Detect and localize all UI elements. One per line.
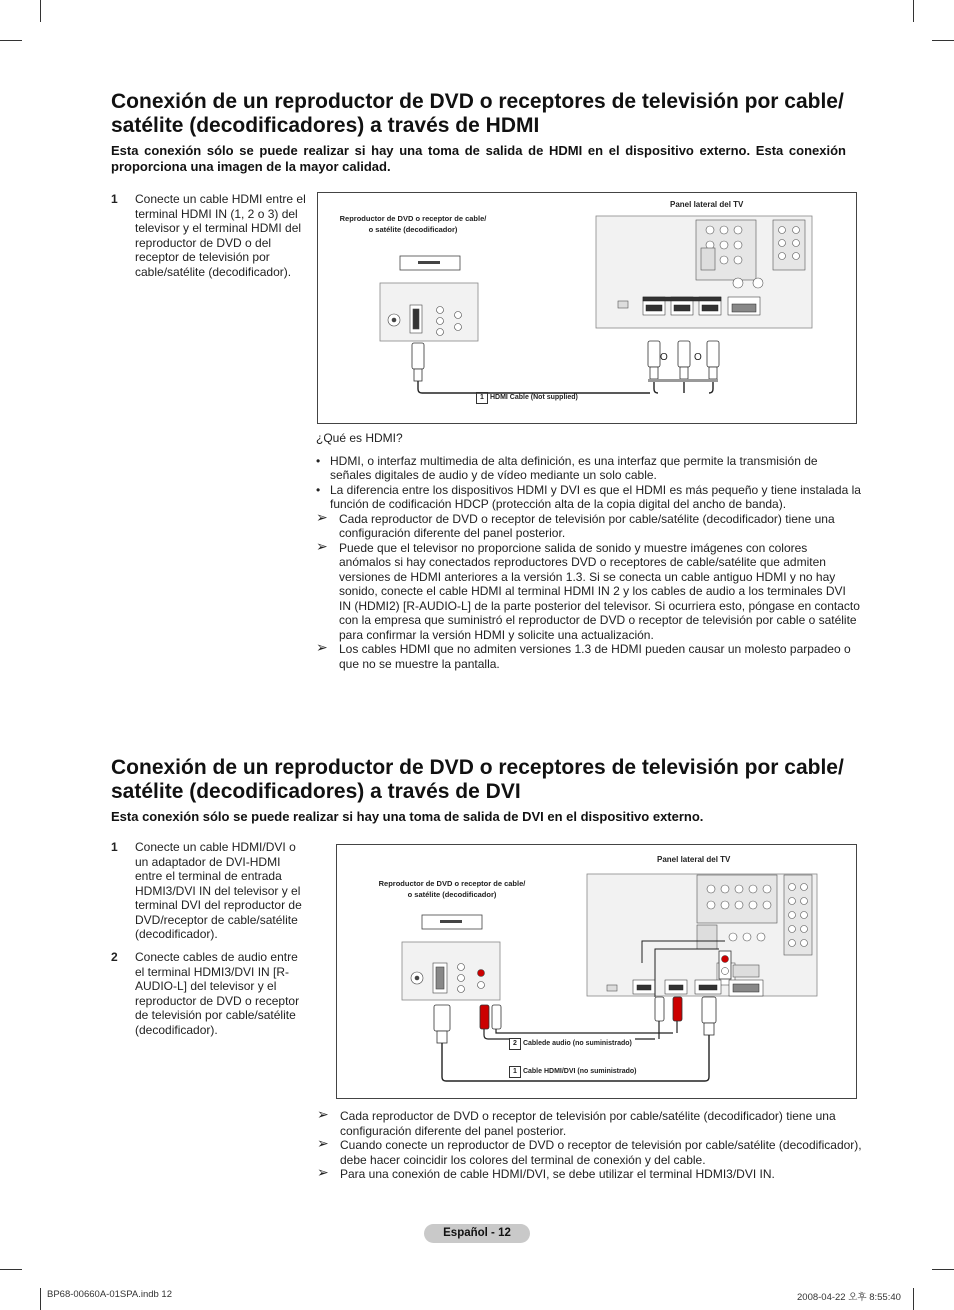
crop-mark <box>40 1288 41 1310</box>
section2-title-line1: Conexión de un reproductor de DVD o receptores de televisión por cable/ <box>111 756 844 779</box>
note-item <box>316 537 861 643</box>
tv-panel-label: Panel lateral del TV <box>670 200 744 209</box>
section2-title-line2: satélite (decodificadores) a través de DVI <box>111 780 521 803</box>
crop-mark <box>913 1288 914 1310</box>
note-item <box>317 1135 862 1167</box>
hdmi-info <box>316 431 861 671</box>
dvi-connection-figure <box>336 844 857 1099</box>
note-arrow-icon: ➢ <box>317 1135 329 1151</box>
hdmi-connector <box>702 997 716 1023</box>
note-text: Los cables HDMI que no admiten versiones 1.3 de HDMI pueden causar un molesto parpadeo o que no se muestre la pantalla. <box>339 642 851 671</box>
device-label-line2: o satélite (decodificador) <box>407 890 497 899</box>
tv-audio-jacks <box>719 951 731 979</box>
section2-lead: Esta conexión sólo se puede realizar si hay una toma de salida de DVI en el dispositivo externo. <box>111 809 704 824</box>
cable-label: Cable HDMI/DVI (no suministrado) <box>522 1068 637 1075</box>
what-is-hdmi-heading: ¿Qué es HDMI? <box>316 431 403 445</box>
cable1-callout <box>509 1066 640 1077</box>
step-text: Conecte cables de audio entre el terminal HDMI3/DVI IN [R-AUDIO-L] del televisor y el reproductor de DVD o receptor de televisión por cable/satélite (decodificador). <box>135 950 300 1037</box>
note-text: Para una conexión de cable HDMI/DVI, se debe utilizar el terminal HDMI3/DVI IN. <box>340 1167 775 1181</box>
audio-plug-red <box>480 1005 489 1029</box>
dvi-connector <box>434 1005 450 1031</box>
dvd-rear-panel <box>380 283 478 341</box>
device-label-line1: Reproductor de DVD o receptor de cable/ <box>378 879 526 888</box>
cable-number-box: 1 <box>476 392 488 404</box>
device-label <box>318 213 508 235</box>
note-arrow-icon: ➢ <box>316 537 328 554</box>
note-arrow-icon: ➢ <box>317 1164 329 1180</box>
note-item <box>316 508 861 541</box>
audio-plug-white <box>492 1005 501 1029</box>
crop-mark <box>0 40 22 41</box>
cable2-callout <box>509 1038 635 1049</box>
note-arrow-icon: ➢ <box>316 508 328 525</box>
dvi-notes-list <box>317 1106 862 1182</box>
cable-callout <box>476 392 578 403</box>
or-label: O <box>660 352 668 363</box>
note-text: Cada reproductor de DVD o receptor de televisión por cable/satélite (decodificador) tiene una configuración diferente del panel posterior. <box>339 511 835 540</box>
footer-file-info: BP68-00660A-01SPA.indb 12 <box>47 1289 172 1300</box>
tv-hdmi-ports <box>643 297 760 315</box>
cable-number-box: 2 <box>509 1038 521 1050</box>
step-number: 2 <box>111 950 118 964</box>
step-number: 1 <box>111 840 118 854</box>
device-label-line1: Reproductor de DVD o receptor de cable/ <box>339 214 487 223</box>
cable-label: Cablede audio (no suministrado) <box>522 1040 632 1047</box>
crop-mark <box>0 1269 22 1270</box>
crop-mark <box>913 0 914 22</box>
step-text: Conecte un cable HDMI entre el terminal HDMI IN (1, 2 o 3) del televisor y el terminal HDMI del reproductor de DVD o del receptor de televisión por cable/satélite (decodificador). <box>135 192 306 279</box>
note-text: Cada reproductor de DVD o receptor de televisión por cable/satélite (decodificador) tiene una configuración diferente del panel posterior. <box>340 1109 836 1138</box>
dvd-rear-panel <box>402 942 500 1000</box>
hdmi-notes-list <box>316 508 861 672</box>
cable-label: HDMI Cable (Not supplied) <box>489 394 578 401</box>
or-label: O <box>694 352 702 363</box>
section1-lead: Esta conexión sólo se puede realizar si hay una toma de salida de HDMI en el dispositivo externo. Esta conexión proporciona una imagen de la mayor calidad. <box>111 143 846 174</box>
crop-mark <box>932 40 954 41</box>
note-item <box>317 1106 862 1138</box>
section1-title-line2: satélite (decodificadores) a través de HDMI <box>111 114 540 137</box>
note-arrow-icon: ➢ <box>316 639 328 655</box>
step-number: 1 <box>111 192 118 206</box>
device-label <box>357 878 547 900</box>
list-item: • HDMI, o interfaz multimedia de alta definición, es una interfaz que permite la transmisión de señales digitales de audio y de vídeo mediante un solo cable. <box>316 454 861 483</box>
section1-title-line1: Conexión de un reproductor de DVD o receptores de televisión por cable/ <box>111 90 844 113</box>
cable-number-box: 1 <box>509 1066 521 1078</box>
tv-hdmi-ports <box>633 980 763 996</box>
crop-mark <box>40 0 41 22</box>
tv-panel-label: Panel lateral del TV <box>657 855 731 864</box>
step-text: Conecte un cable HDMI/DVI o un adaptador de DVI-HDMI entre el terminal de entrada HDMI3/DVI IN del televisor y el terminal DVI del reproductor de DVD/receptor de cable/satélite (decodificador). <box>135 840 302 941</box>
dvi-notes <box>317 1106 862 1182</box>
note-text: Puede que el televisor no proporcione salida de sonido y muestre imágenes con colores anómalos si hay conectados reproductores DVD o receptores de cable/satélite que admiten versiones de HDMI anteriores a la versión 1.3. Si se conecta un cable antiguo HDMI y no hay sonido, conecte el cable HDMI al terminal HDMI IN 2 y los cables de audio a los terminales DVI IN (HDMI2) [R-AUDIO-L] de la parte posterior del televisor. Si ocurriera esto, póngase en contacto con la empresa que suministró el reproductor de DVD o receptor de televisión por cable o satélite para confirmar la versión HDMI y solicite una actualización. <box>339 540 860 642</box>
footer-timestamp: 2008-04-22 오후 8:55:40 <box>797 1292 901 1303</box>
note-arrow-icon: ➢ <box>317 1106 329 1122</box>
section1-title <box>111 90 851 138</box>
list-item: • La diferencia entre los dispositivos HDMI y DVI es que el HDMI es más pequeño y tiene instalada la función de codificación HDCP (protección alta de la copia digital del ancho de banda). <box>316 483 861 512</box>
hdmi-cable <box>412 341 719 381</box>
device-label-line2: o satélite (decodificador) <box>368 225 458 234</box>
section2-title <box>111 756 851 804</box>
note-text: Cuando conecte un reproductor de DVD o receptor de televisión por cable/satélite (decodificador), debe hacer coincidir los colores del terminal de conexión y del cable. <box>340 1138 862 1167</box>
hdmi-bullet-list <box>316 454 861 512</box>
hdmi-connection-figure <box>317 192 857 424</box>
note-item <box>316 639 861 671</box>
page-number-badge: Español - 12 <box>424 1224 530 1243</box>
crop-mark <box>932 1269 954 1270</box>
note-item <box>317 1164 862 1182</box>
